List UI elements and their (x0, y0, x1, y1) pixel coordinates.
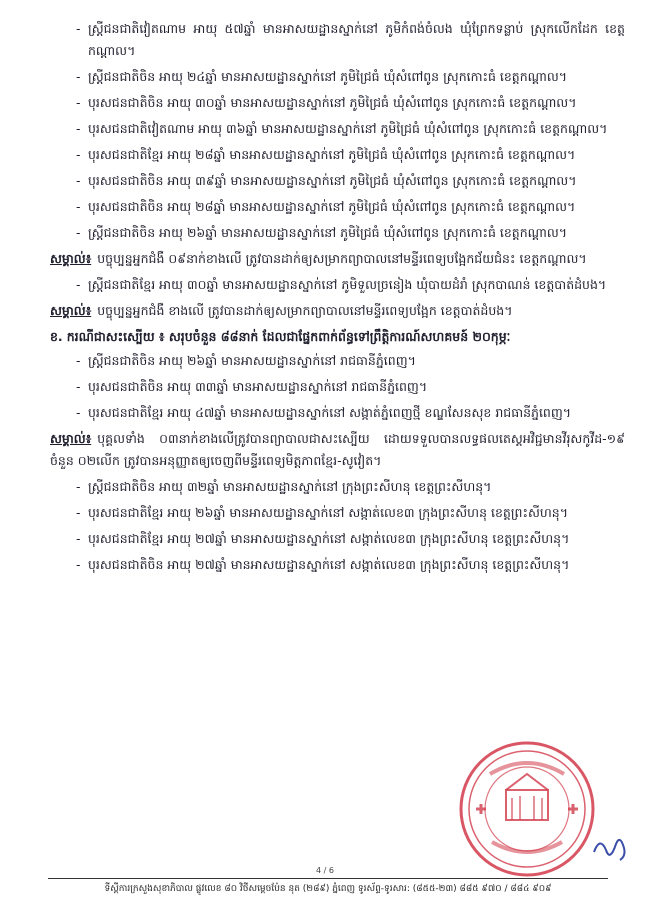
footer-address: ទីស្តីការក្រសួងសុខាភិបាល ផ្លូវលេខ ៨០ វិថីសម្តេចប៉ែន នុត (២៨៩) ភ្នំពេញ ទូរស័ព្ទ-ទូរសារ: (៨៥៥-២៣) ៨៨៥ ៩៧០ / ៨៨៤ ៩០៩ (104, 884, 552, 894)
note-paragraph (50, 248, 625, 270)
note-paragraph (50, 300, 625, 322)
note-text: បច្ចុប្បន្នអ្នកជំងឺ ០៩នាក់ខាងលើ ត្រូវបានដាក់ឲ្យសម្រាកព្យាបាលនៅមន្ទីរពេទ្យបង្អែកជ័យជំនះ ខេត្តកណ្តាល។ (97, 251, 587, 266)
page-number: 4 / 6 (316, 866, 334, 875)
list-item: - បុរសជនជាតិចិន អាយុ ២៧ឆ្នាំ មានអាសយដ្ឋានស្នាក់នៅ សង្កាត់លេខ៣ ក្រុងព្រះសីហនុ ខេត្តព្រះសីហនុ។ (50, 554, 625, 576)
list-item: - បុរសជនជាតិខ្មែរ អាយុ ២៨ឆ្នាំ មានអាសយដ្ឋានស្នាក់នៅ ភូមិជ្រៃធំ ឃុំសំពៅពូន ស្រុកកោះធំ ខេត្តកណ្តាល។ (50, 144, 625, 166)
list-item: - បុរសជនជាតិវៀតណាម អាយុ ៣៦ឆ្នាំ មានអាសយដ្ឋានស្នាក់នៅ ភូមិជ្រៃធំ ឃុំសំពៅពូន ស្រុកកោះធំ ខេត្តកណ្តាល។ (50, 118, 625, 140)
list-item: - បុរសជនជាតិខ្មែរ អាយុ ២៧ឆ្នាំ មានអាសយដ្ឋានស្នាក់នៅ សង្កាត់លេខ៣ ក្រុងព្រះសីហនុ ខេត្តព្រះសីហនុ។ (50, 528, 625, 550)
list-item: - បុរសជនជាតិខ្មែរ អាយុ ៤៧ឆ្នាំ មានអាសយដ្ឋានស្នាក់នៅ សង្កាត់ភ្នំពេញថ្មី ខណ្ឌសែនសុខ រាជធានីភ្នំពេញ។ (50, 402, 625, 424)
note-text: បច្ចុប្បន្នអ្នកជំងឺ ខាងលើ ត្រូវបានដាក់ឲ្យសម្រាកព្យាបាលនៅមន្ទីរពេទ្យបង្អែក ខេត្តបាត់ដំបង។ (97, 303, 513, 318)
list-item: - ស្ត្រីជនជាតិចិន អាយុ ២៤ឆ្នាំ មានអាសយដ្ឋានស្នាក់នៅ ភូមិជ្រៃធំ ឃុំសំពៅពូន ស្រុកកោះធំ ខេត្តកណ្តាល។ (50, 66, 625, 88)
list-item: - បុរសជនជាតិខ្មែរ អាយុ ២៦ឆ្នាំ មានអាសយដ្ឋានស្នាក់នៅ សង្កាត់លេខ៣ ក្រុងព្រះសីហនុ ខេត្តព្រះសីហនុ។ (50, 502, 625, 524)
list-item: - ស្ត្រីជនជាតិចិន អាយុ ២៦ឆ្នាំ មានអាសយដ្ឋានស្នាក់នៅ រាជធានីភ្នំពេញ។ (50, 350, 625, 372)
note-text: បុគ្គលទាំង ០៣នាក់ខាងលើត្រូវបានព្យាបាលជាសះស្បើយ ដោយទទួលបានលទ្ធផលតេស្តអវិជ្ជមានវីរុសកូវីដ-១៩ ចំនួន ០២លើក ត្រូវបានអនុញ្ញាតឲ្យចេញពីមន្ទីរពេទ្យមិត្តភាពខ្មែរ-សូវៀត។ (50, 431, 625, 468)
note-label: សម្គាល់៖ (50, 303, 92, 318)
note-label: សម្គាល់៖ (50, 431, 92, 446)
red-seal-icon (456, 738, 598, 880)
list-item: - ស្ត្រីជនជាតិខ្មែរ អាយុ ៣០ឆ្នាំ មានអាសយដ្ឋានស្នាក់នៅ ភូមិទួលច្រនៀង ឃុំបាយដំរាំ ស្រុកបាណន់ ខេត្តបាត់ដំបង។ (50, 274, 625, 296)
list-item: - ស្ត្រីជនជាតិចិន អាយុ ២៦ឆ្នាំ មានអាសយដ្ឋានស្នាក់នៅ ភូមិជ្រៃធំ ឃុំសំពៅពូន ស្រុកកោះធំ ខេត្តកណ្តាល។ (50, 222, 625, 244)
list-item: - ស្ត្រីជនជាតិចិន អាយុ ៣២ឆ្នាំ មានអាសយដ្ឋានស្នាក់នៅ ក្រុងព្រះសីហនុ ខេត្តព្រះសីហនុ។ (50, 476, 625, 498)
list-item: - បុរសជនជាតិចិន អាយុ ៣០ឆ្នាំ មានអាសយដ្ឋានស្នាក់នៅ ភូមិជ្រៃធំ ឃុំសំពៅពូន ស្រុកកោះធំ ខេត្តកណ្តាល។ (50, 92, 625, 114)
list-item: - បុរសជនជាតិចិន អាយុ ៣៩ឆ្នាំ មានអាសយដ្ឋានស្នាក់នៅ ភូមិជ្រៃធំ ឃុំសំពៅពូន ស្រុកកោះធំ ខេត្តកណ្តាល។ (50, 170, 625, 192)
note-label: សម្គាល់៖ (50, 251, 92, 266)
signature-icon (590, 832, 630, 866)
section-title: ករណីជាសះស្បើយ ៖ សរុបចំនួន ៨៨នាក់ ដែលជាផ្នែកពាក់ព័ន្ធទៅព្រឹត្តិការណ៍សហគមន៍ ២០កុម្ភៈ (66, 329, 511, 344)
list-item: - បុរសជនជាតិចិន អាយុ ៣៣ឆ្នាំ មានអាសយដ្ឋានស្នាក់នៅ រាជធានីភ្នំពេញ។ (50, 376, 625, 398)
note-paragraph (50, 428, 625, 472)
section-heading (50, 326, 625, 348)
section-number: ខ. (50, 329, 63, 344)
document-body (50, 18, 625, 580)
list-item: - ស្ត្រីជនជាតិវៀតណាម អាយុ ៥៧ឆ្នាំ មានអាសយដ្ឋានស្នាក់នៅ ភូមិកំពង់ចំលង ឃុំព្រែកទន្លាប់ ស្រុកលើកដែក ខេត្តកណ្តាល។ (50, 18, 625, 62)
footer-divider (48, 878, 608, 879)
list-item: - បុរសជនជាតិចិន អាយុ ២៨ឆ្នាំ មានអាសយដ្ឋានស្នាក់នៅ ភូមិជ្រៃធំ ឃុំសំពៅពូន ស្រុកកោះធំ ខេត្តកណ្តាល។ (50, 196, 625, 218)
